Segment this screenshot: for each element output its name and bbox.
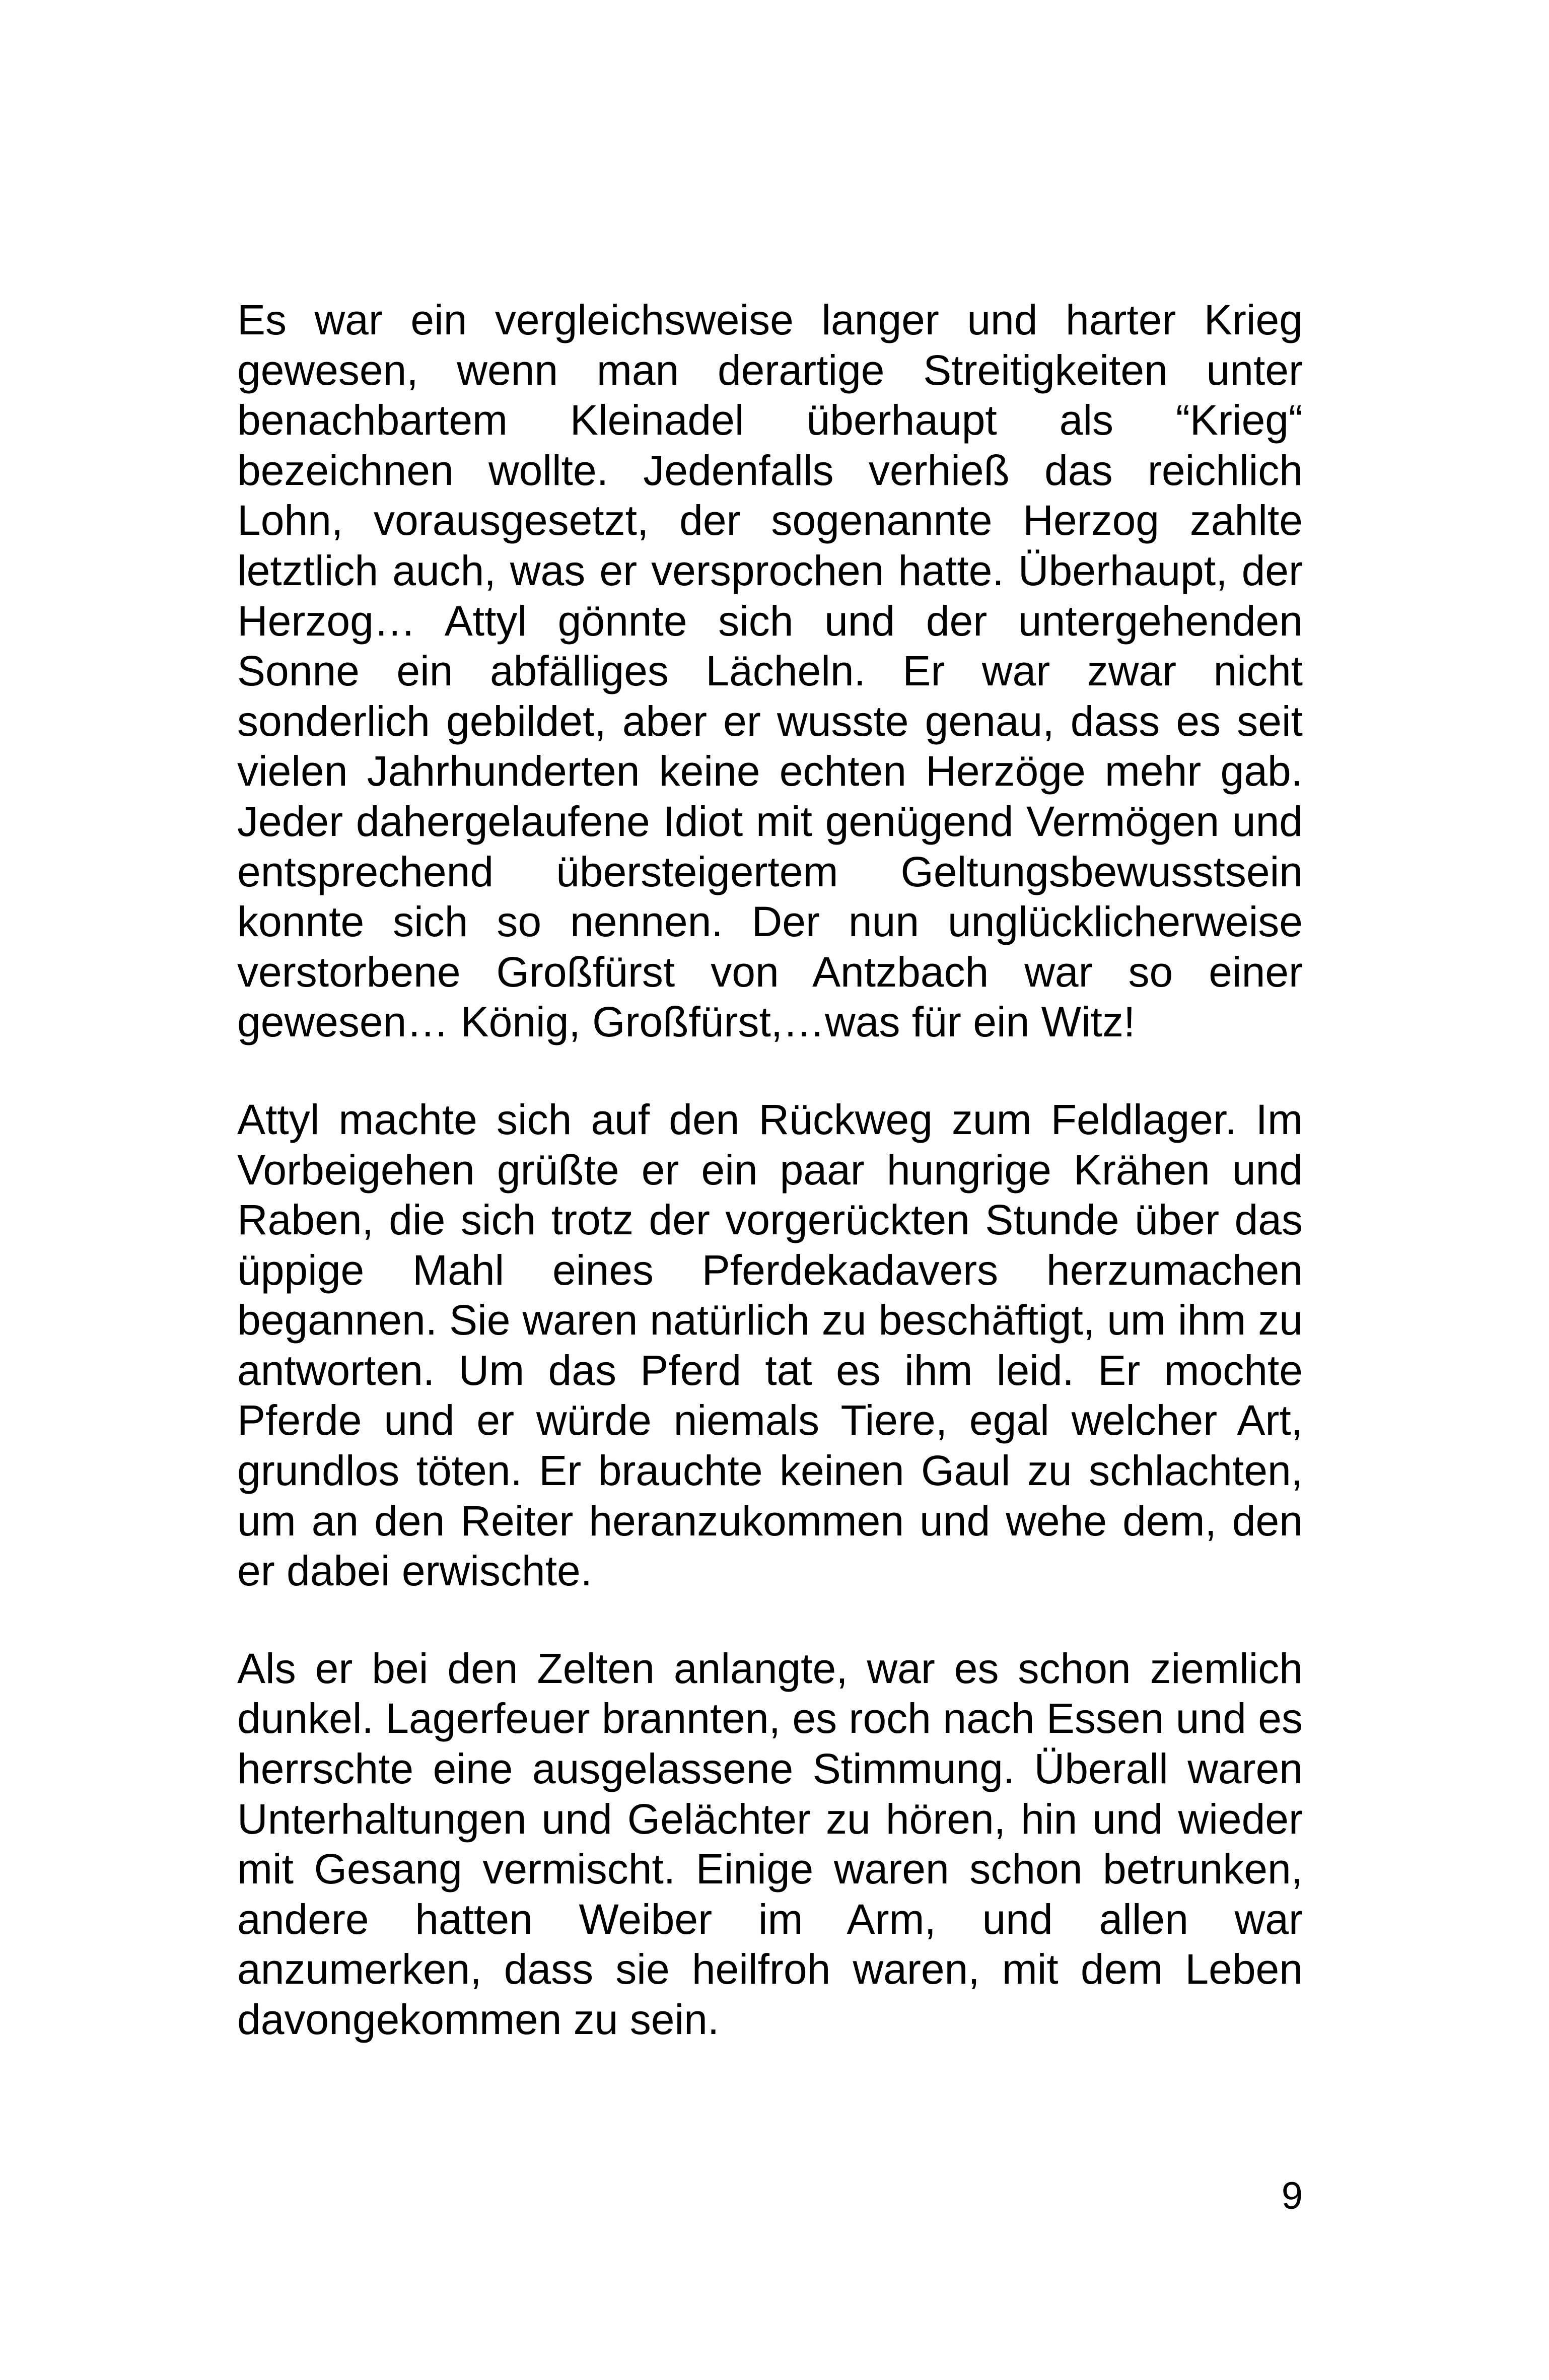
paragraph-3: Als er bei den Zelten anlangte, war es schon ziemlich dunkel. Lagerfeuer brannten, es roch nach Essen und es herrschte eine ausgelassene Stimmung. Überall waren Unterhaltungen und Gelächter zu hören, hin und wieder mit Gesang vermischt. Einige waren schon betrunken, andere hatten Weiber im Arm, und allen war anzumerken, dass sie heilfroh waren, mit dem Leben davongekommen zu sein.	[237, 1644, 1303, 2043]
paragraph-1: Es war ein vergleichsweise langer und harter Krieg gewesen, wenn man derartige Streitigkeiten unter benachbartem Kleinadel überhaupt als “Krieg“ bezeichnen wollte. Jedenfalls verhieß das reichlich Lohn, vorausgesetzt, der sogenannte Herzog zahlte letztlich auch, was er versprochen hatte. Überhaupt, der Herzog… Attyl gönnte sich und der untergehenden Sonne ein abfälliges Lächeln. Er war zwar nicht sonderlich gebildet, aber er wusste genau, dass es seit vielen Jahrhunderten keine echten Herzöge mehr gab. Jeder dahergelaufene Idiot mit genügend Vermögen und entsprechend übersteigertem Geltungsbewusstsein konnte sich so nennen. Der nun unglücklicherweise verstorbene Großfürst von Antzbach war so einer gewesen… König, Großfürst,…was für ein Witz!	[237, 296, 1303, 1046]
body-text	[237, 295, 1303, 2092]
paragraph-2: Attyl machte sich auf den Rückweg zum Feldlager. Im Vorbeigehen grüßte er ein paar hungrige Krähen und Raben, die sich trotz der vorgerückten Stunde über das üppige Mahl eines Pferdekadavers herzumachen begannen. Sie waren natürlich zu beschäftigt, um ihm zu antworten. Um das Pferd tat es ihm leid. Er mochte Pferde und er würde niemals Tiere, egal welcher Art, grundlos töten. Er brauchte keinen Gaul zu schlachten, um an den Reiter heranzukommen und wehe dem, den er dabei erwischte.	[237, 1095, 1303, 1595]
page-number: 9	[1281, 2175, 1303, 2217]
